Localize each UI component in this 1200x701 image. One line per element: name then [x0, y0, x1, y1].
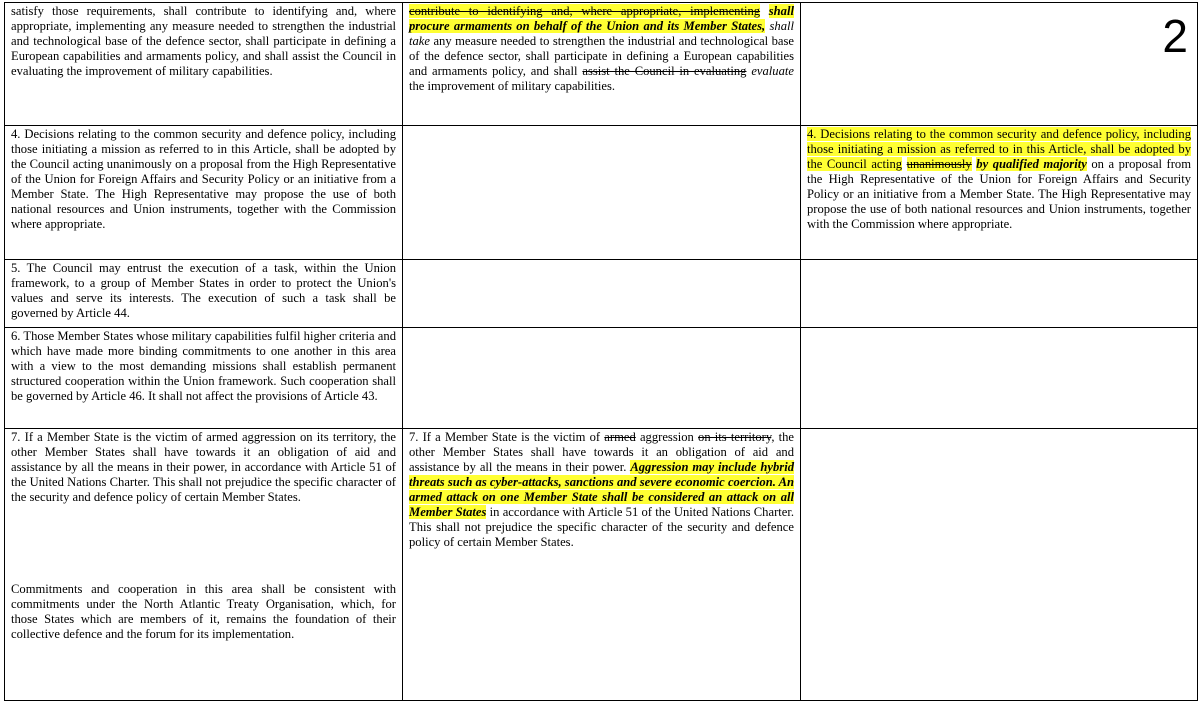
amendment-text-cell: [403, 429, 801, 701]
inserted-text: Aggression may include hybrid threats such as cyber-attacks, sanctions and severe economic coercion. An armed attack on one Member State shall be considered an attack on all Member States: [409, 460, 794, 519]
table-row: [5, 260, 1198, 328]
table-row: [5, 3, 1198, 126]
third-column-cell: [801, 328, 1198, 429]
cell-text: the improvement of military capabilities.: [409, 79, 615, 93]
third-column-cell: [801, 126, 1198, 260]
cell-text: , the other Member States shall have towards it an obligation of aid and assistance by all the means in their power.: [409, 430, 795, 474]
inserted-text: shall procure armaments on behalf of the Union and its Member States,: [409, 4, 794, 33]
deleted-text: contribute to identifying and, where appropriate, implementing: [409, 4, 761, 18]
table-row: [5, 126, 1198, 260]
original-text-cell: [5, 260, 403, 328]
table-row: [5, 429, 1198, 701]
deleted-text: armed: [604, 430, 636, 444]
inserted-text: by qualified majority: [976, 157, 1087, 171]
comparison-table: [4, 2, 1198, 701]
highlighted-text: 4. Decisions relating to the common security and defence policy, including those initiating a mission as referred to in this Article, shall be adopted by the Council acting: [807, 127, 1191, 171]
amendment-text-cell: [403, 126, 801, 260]
table-row: [5, 328, 1198, 429]
cell-text: 7. If a Member State is the victim of: [409, 430, 601, 444]
original-text-cell: [5, 126, 403, 260]
amendment-text-cell: [403, 328, 801, 429]
deleted-text: assist the Council in evaluating: [582, 64, 747, 78]
cell-text: satisfy those requirements, shall contribute to identifying and, where appropriate, implementing any measure needed to strengthen the industrial and technological base of the defence sector, shall participate in defining a European capabilities and armaments policy, and shall assist the Council in evaluating the improvement of military capabilities.: [11, 4, 396, 78]
third-column-cell: [801, 429, 1198, 701]
amendment-text-cell: [403, 3, 801, 126]
original-text-cell: [5, 3, 403, 126]
original-text-cell: [5, 328, 403, 429]
cell-text: 6. Those Member States whose military capabilities fulfil higher criteria and which have made more binding commitments to one another in this area with a view to the most demanding missions shall establish permanent structured cooperation within the Union framework. Such cooperation shall be governed by Article 46. It shall not affect the provisions of Article 43.: [11, 329, 396, 403]
inserted-text: evaluate: [751, 64, 794, 78]
deleted-text: on its territory: [698, 430, 772, 444]
third-column-cell: [801, 260, 1198, 328]
cell-text: any measure needed to strengthen the industrial and technological base of the defence sector, shall participate in defining a European capabilities and armaments policy, and shall: [409, 34, 794, 78]
inserted-text: shall take: [409, 19, 794, 48]
amendment-text-cell: [403, 260, 801, 328]
deleted-text: unanimously: [906, 157, 972, 171]
cell-text: 4. Decisions relating to the common security and defence policy, including those initiating a mission as referred to in this Article, shall be adopted by the Council acting unanimously on a proposal from the High Representative of the Union for Foreign Affairs and Security Policy or an initiative from a Member State. The High Representative may propose the use of both national resources and Union instruments, together with the Commission where appropriate.: [11, 127, 396, 231]
cell-text: aggression: [639, 430, 694, 444]
cell-text: 5. The Council may entrust the execution of a task, within the Union framework, to a group of Member States in order to protect the Union's values and serve its interests. The execution of such a task shall be governed by Article 44.: [11, 261, 396, 320]
third-column-cell: [801, 3, 1198, 126]
original-text-cell: [5, 429, 403, 701]
cell-text: Commitments and cooperation in this area shall be consistent with commitments under the North Atlantic Treaty Organisation, which, for those States which are members of it, remains the foundation of their collective defence and the forum for its implementation.: [11, 582, 396, 641]
cell-text: in accordance with Article 51 of the United Nations Charter. This shall not prejudice the specific character of the security and defence policy of certain Member States.: [409, 505, 795, 549]
page-number: 2: [1162, 10, 1188, 62]
cell-text: on a proposal from the High Representative of the Union for Foreign Affairs and Security Policy or an initiative from a Member State. The High Representative may propose the use of both national resources and Union instruments, together with the Commission where appropriate.: [807, 157, 1191, 231]
cell-text: 7. If a Member State is the victim of armed aggression on its territory, the other Member States shall have towards it an obligation of aid and assistance by all the means in their power, in accordance with Article 51 of the United Nations Charter. This shall not prejudice the specific character of the security and defence policy of certain Member States.: [11, 430, 396, 504]
